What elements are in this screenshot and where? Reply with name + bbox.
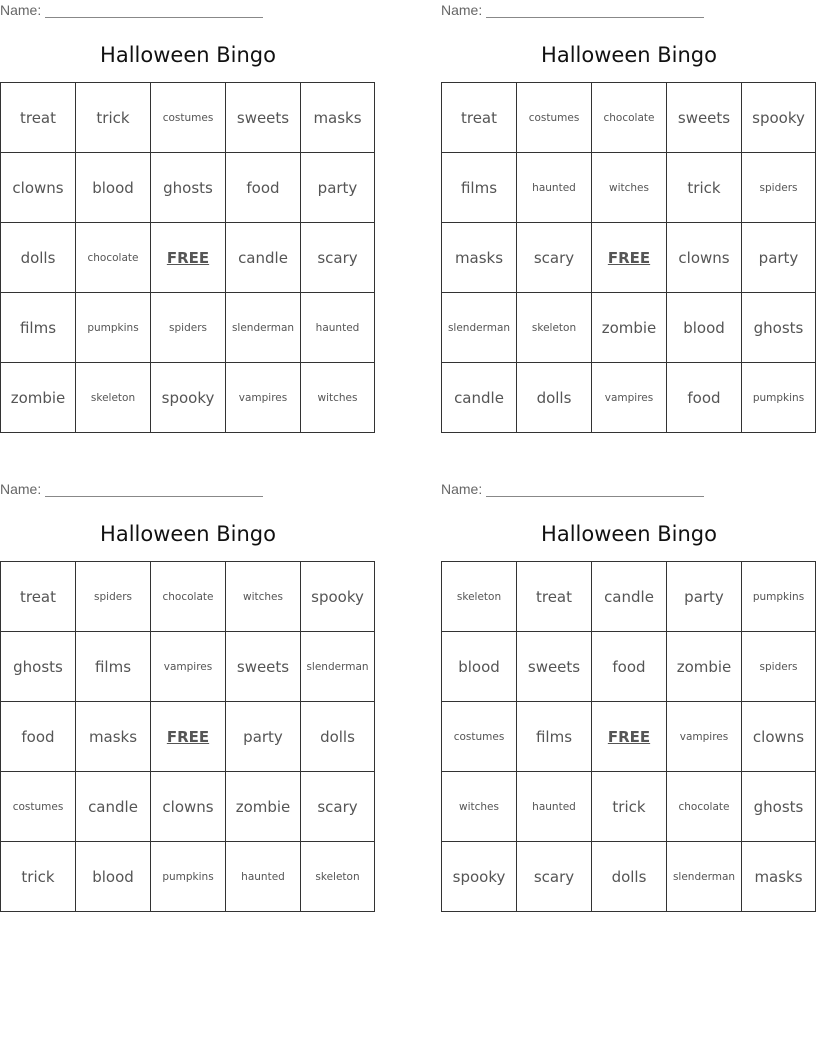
bingo-cell[interactable]: spooky: [301, 562, 375, 632]
bingo-cell[interactable]: chocolate: [667, 772, 742, 842]
bingo-cell[interactable]: pumpkins: [151, 842, 226, 912]
bingo-cell[interactable]: spiders: [742, 153, 816, 223]
bingo-cell[interactable]: party: [226, 702, 301, 772]
bingo-cell[interactable]: candle: [226, 223, 301, 293]
bingo-cell[interactable]: party: [742, 223, 816, 293]
bingo-cell[interactable]: haunted: [226, 842, 301, 912]
bingo-cell[interactable]: ghosts: [742, 772, 816, 842]
bingo-cell[interactable]: treat: [1, 562, 76, 632]
bingo-cell[interactable]: ghosts: [742, 293, 816, 363]
bingo-cell[interactable]: vampires: [226, 363, 301, 433]
bingo-cell[interactable]: food: [667, 363, 742, 433]
name-label: Name:: [0, 2, 42, 18]
bingo-cell[interactable]: candle: [442, 363, 517, 433]
card-title: Halloween Bingo: [541, 522, 717, 546]
bingo-cell[interactable]: scary: [301, 223, 375, 293]
bingo-cell[interactable]: party: [301, 153, 375, 223]
bingo-cell[interactable]: masks: [742, 842, 816, 912]
bingo-cell[interactable]: haunted: [517, 772, 592, 842]
bingo-cell[interactable]: films: [1, 293, 76, 363]
bingo-grid: [0, 82, 375, 433]
bingo-cell[interactable]: costumes: [517, 83, 592, 153]
bingo-cell[interactable]: treat: [442, 83, 517, 153]
bingo-cell[interactable]: trick: [667, 153, 742, 223]
bingo-cell[interactable]: zombie: [1, 363, 76, 433]
bingo-cell[interactable]: trick: [1, 842, 76, 912]
name-field[interactable]: [0, 2, 300, 18]
bingo-cell[interactable]: candle: [592, 562, 667, 632]
bingo-cell[interactable]: witches: [301, 363, 375, 433]
bingo-cell[interactable]: zombie: [667, 632, 742, 702]
bingo-cell[interactable]: party: [667, 562, 742, 632]
name-line[interactable]: [486, 17, 704, 18]
bingo-cell[interactable]: slenderman: [301, 632, 375, 702]
name-field[interactable]: [0, 481, 300, 497]
card-title: Halloween Bingo: [100, 43, 276, 67]
bingo-cell[interactable]: candle: [76, 772, 151, 842]
bingo-cell[interactable]: costumes: [442, 702, 517, 772]
bingo-cell[interactable]: vampires: [592, 363, 667, 433]
bingo-cell[interactable]: spooky: [742, 83, 816, 153]
bingo-cell[interactable]: haunted: [301, 293, 375, 363]
bingo-cell[interactable]: films: [517, 702, 592, 772]
bingo-cell[interactable]: spiders: [76, 562, 151, 632]
name-label: Name:: [0, 481, 42, 497]
bingo-cell[interactable]: clowns: [1, 153, 76, 223]
bingo-cell[interactable]: ghosts: [1, 632, 76, 702]
bingo-cell[interactable]: films: [442, 153, 517, 223]
bingo-cell[interactable]: costumes: [151, 83, 226, 153]
bingo-grid: [441, 561, 816, 912]
bingo-cell[interactable]: chocolate: [151, 562, 226, 632]
bingo-cell[interactable]: haunted: [517, 153, 592, 223]
bingo-cell[interactable]: scary: [301, 772, 375, 842]
bingo-grid: [441, 82, 816, 433]
free-space-cell[interactable]: FREE: [592, 223, 667, 293]
bingo-cell[interactable]: slenderman: [442, 293, 517, 363]
free-space-cell[interactable]: FREE: [151, 702, 226, 772]
bingo-cell[interactable]: clowns: [151, 772, 226, 842]
bingo-cell[interactable]: spiders: [742, 632, 816, 702]
bingo-cell[interactable]: blood: [76, 842, 151, 912]
bingo-cell[interactable]: zombie: [592, 293, 667, 363]
name-line[interactable]: [45, 17, 263, 18]
bingo-cell[interactable]: chocolate: [592, 83, 667, 153]
bingo-cell[interactable]: ghosts: [151, 153, 226, 223]
card-title: Halloween Bingo: [541, 43, 717, 67]
bingo-cell[interactable]: skeleton: [301, 842, 375, 912]
bingo-cell[interactable]: clowns: [667, 223, 742, 293]
bingo-grid: [0, 561, 375, 912]
bingo-cell[interactable]: costumes: [1, 772, 76, 842]
bingo-cell[interactable]: vampires: [151, 632, 226, 702]
name-field[interactable]: [441, 481, 741, 497]
bingo-cell[interactable]: blood: [667, 293, 742, 363]
bingo-cell[interactable]: scary: [517, 842, 592, 912]
free-space-cell[interactable]: FREE: [592, 702, 667, 772]
bingo-cell[interactable]: sweets: [226, 83, 301, 153]
bingo-cell[interactable]: witches: [226, 562, 301, 632]
bingo-cell[interactable]: zombie: [226, 772, 301, 842]
bingo-cell[interactable]: skeleton: [442, 562, 517, 632]
bingo-cell[interactable]: spiders: [151, 293, 226, 363]
bingo-cell[interactable]: vampires: [667, 702, 742, 772]
name-line[interactable]: [486, 496, 704, 497]
name-label: Name:: [441, 2, 483, 18]
bingo-cell[interactable]: sweets: [667, 83, 742, 153]
name-label: Name:: [441, 481, 483, 497]
bingo-cell[interactable]: masks: [76, 702, 151, 772]
bingo-cell[interactable]: food: [1, 702, 76, 772]
bingo-cell[interactable]: chocolate: [76, 223, 151, 293]
name-line[interactable]: [45, 496, 263, 497]
bingo-cell[interactable]: trick: [76, 83, 151, 153]
bingo-cell[interactable]: food: [592, 632, 667, 702]
bingo-cell[interactable]: films: [76, 632, 151, 702]
bingo-cell[interactable]: skeleton: [517, 293, 592, 363]
bingo-cell[interactable]: witches: [442, 772, 517, 842]
bingo-cell[interactable]: masks: [442, 223, 517, 293]
bingo-cell[interactable]: skeleton: [76, 363, 151, 433]
bingo-cell[interactable]: sweets: [517, 632, 592, 702]
bingo-cell[interactable]: treat: [1, 83, 76, 153]
bingo-cell[interactable]: food: [226, 153, 301, 223]
bingo-cell[interactable]: clowns: [742, 702, 816, 772]
bingo-cell[interactable]: trick: [592, 772, 667, 842]
card-title: Halloween Bingo: [100, 522, 276, 546]
bingo-cell[interactable]: scary: [517, 223, 592, 293]
bingo-cell[interactable]: slenderman: [667, 842, 742, 912]
bingo-cell[interactable]: spooky: [442, 842, 517, 912]
bingo-cell[interactable]: sweets: [226, 632, 301, 702]
bingo-cell[interactable]: slenderman: [226, 293, 301, 363]
bingo-cell[interactable]: dolls: [301, 702, 375, 772]
bingo-cell[interactable]: dolls: [1, 223, 76, 293]
bingo-cell[interactable]: pumpkins: [76, 293, 151, 363]
bingo-cell[interactable]: treat: [517, 562, 592, 632]
bingo-cell[interactable]: blood: [76, 153, 151, 223]
bingo-cell[interactable]: witches: [592, 153, 667, 223]
bingo-cell[interactable]: masks: [301, 83, 375, 153]
bingo-cell[interactable]: spooky: [151, 363, 226, 433]
bingo-cell[interactable]: pumpkins: [742, 562, 816, 632]
name-field[interactable]: [441, 2, 741, 18]
bingo-cell[interactable]: dolls: [517, 363, 592, 433]
bingo-cell[interactable]: dolls: [592, 842, 667, 912]
free-space-cell[interactable]: FREE: [151, 223, 226, 293]
bingo-cell[interactable]: blood: [442, 632, 517, 702]
bingo-cell[interactable]: pumpkins: [742, 363, 816, 433]
